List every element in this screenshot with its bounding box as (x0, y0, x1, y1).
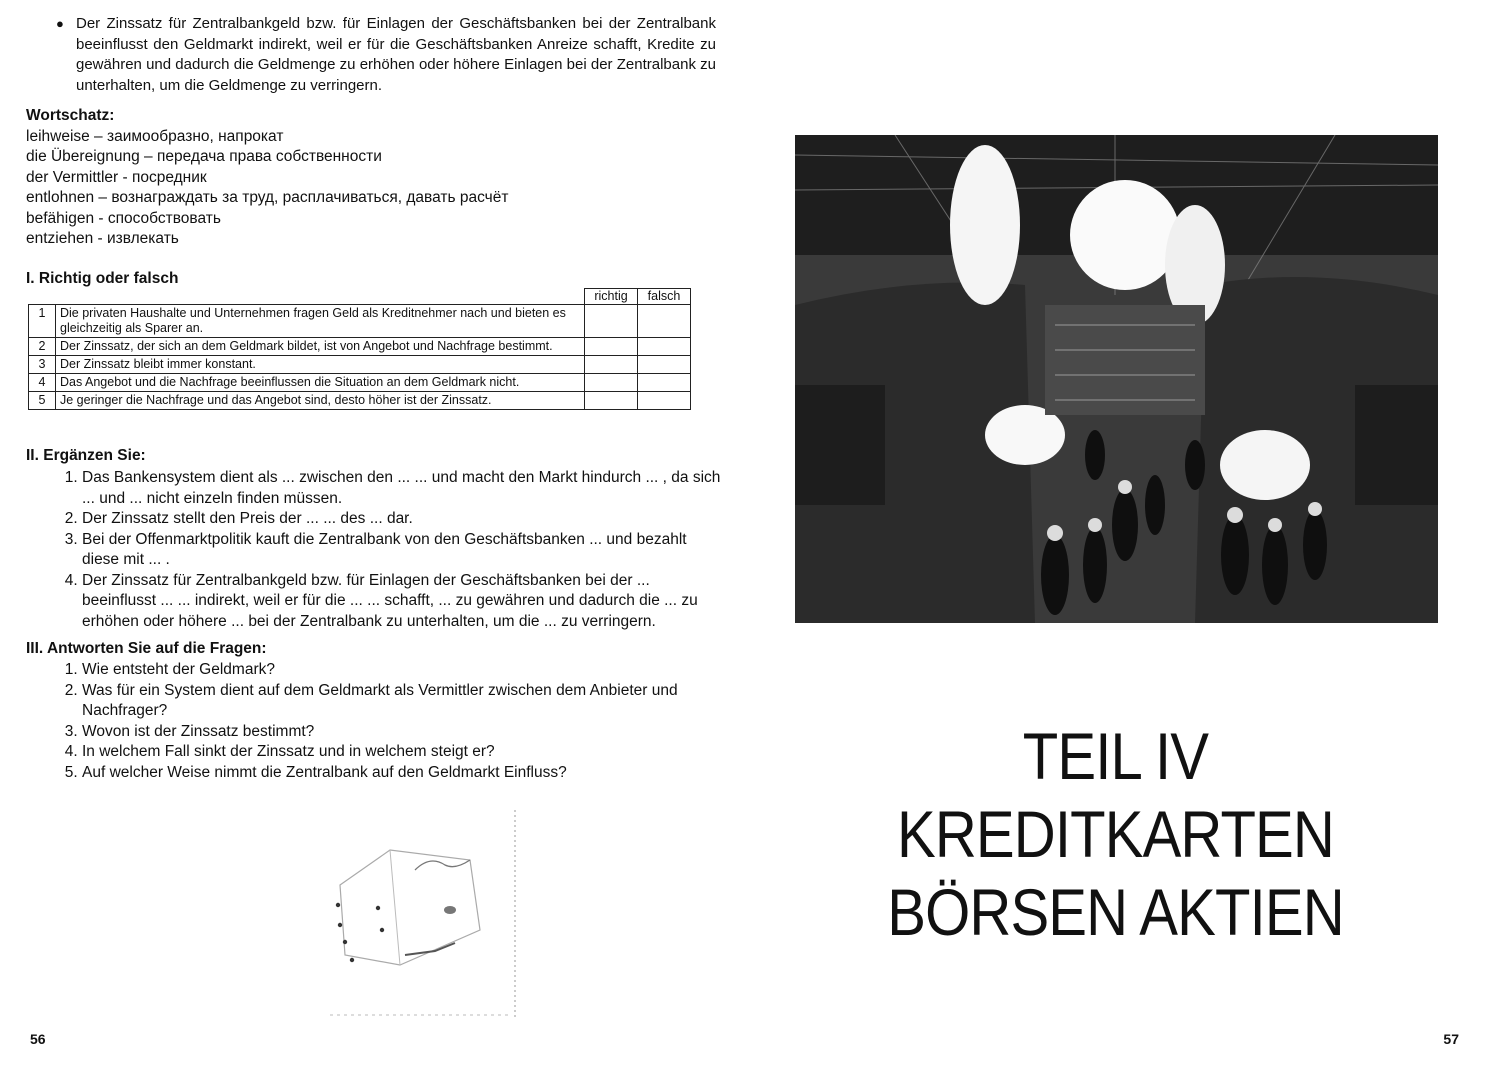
stock-exchange-photo (795, 135, 1438, 623)
section1-title: I. Richtig oder falsch (26, 270, 179, 287)
falsch-header: falsch (638, 289, 691, 305)
page-number: 56 (30, 1031, 46, 1047)
row-statement: Der Zinssatz, der sich an dem Geldmark bildet, ist von Angebot und Nachfrage bestimmt. (56, 338, 585, 356)
richtig-header: richtig (585, 289, 638, 305)
left-page (0, 0, 740, 1075)
faded-sketch-illustration (320, 790, 520, 1030)
list-item: 3. Bei der Offenmarktpolitik kauft die Zentralbank von den Geschäftsbanken ... und bezahlt diese mit ... . (82, 530, 722, 571)
part-title-line1: TEIL IV (1022, 719, 1209, 793)
richtig-cell[interactable] (585, 392, 638, 410)
row-statement: Das Angebot und die Nachfrage beeinflussen die Situation an dem Geldmark nicht. (56, 374, 585, 392)
falsch-cell[interactable] (638, 305, 691, 338)
row-number: 2 (29, 338, 56, 356)
list-item: 2. Was für ein System dient auf dem Geldmarkt als Vermittler zwischen dem Anbieter und Nachfrager? (82, 681, 722, 722)
richtig-cell[interactable] (585, 305, 638, 338)
list-item: 2. Der Zinssatz stellt den Preis der ... ... des ... dar. (82, 509, 722, 530)
falsch-cell[interactable] (638, 356, 691, 374)
falsch-cell[interactable] (638, 338, 691, 356)
list-item: 3. Wovon ist der Zinssatz bestimmt? (82, 722, 722, 743)
section2-list (52, 468, 722, 632)
section3-list (52, 660, 722, 783)
list-item: 4. In welchem Fall sinkt der Zinssatz und in welchem steigt er? (82, 742, 722, 763)
vocab-entry: leihweise – заимообразно, напрокат (26, 127, 284, 145)
intro-bullet-text: Der Zinssatz für Zentralbankgeld bzw. für Einlagen der Geschäftsbanken bei der Zentralbank beeinflusst den Geldmarkt indirekt, weil er für die Geschäftsbanken Anreize schafft, Kredite zu gewähren und dadurch die Geldmenge zu erhöhen oder höhere Einlagen bei der Zentralbank zu unterhalten, um die Geldmenge zu verringern. (76, 15, 716, 94)
row-statement: Je geringer die Nachfrage und das Angebot sind, desto höher ist der Zinssatz. (56, 392, 585, 410)
vocab-entry: entziehen - извлекать (26, 230, 179, 247)
row-statement: Die privaten Haushalte und Unternehmen fragen Geld als Kreditnehmer nach und bieten es gleichzeitig als Sparer an. (56, 305, 585, 338)
right-page (740, 0, 1491, 1075)
vocab-entry: die Übereignung – передача права собственности (26, 148, 382, 165)
vocab-entry: der Vermittler - посредник (26, 168, 207, 186)
row-number: 3 (29, 356, 56, 374)
page-number: 57 (1443, 1031, 1459, 1047)
richtig-cell[interactable] (585, 338, 638, 356)
list-item: 1. Wie entsteht der Geldmark? (82, 660, 722, 681)
falsch-cell[interactable] (638, 374, 691, 392)
table-row (29, 374, 691, 392)
bullet-icon: ● (56, 16, 64, 31)
part-title-line3: BÖRSEN AKTIEN (887, 875, 1344, 949)
falsch-cell[interactable] (638, 392, 691, 410)
row-number: 4 (29, 374, 56, 392)
vocabulary-section (26, 106, 666, 250)
table-row (29, 356, 691, 374)
vocab-entry: befähigen - способствовать (26, 209, 221, 227)
section3-title: III. Antworten Sie auf die Fragen: (26, 640, 267, 657)
vocabulary-title: Wortschatz: (26, 107, 115, 124)
vocab-entry: entlohnen – вознаграждать за труд, расплачиваться, давать расчёт (26, 189, 509, 206)
table-row (29, 305, 691, 338)
richtig-cell[interactable] (585, 356, 638, 374)
richtig-cell[interactable] (585, 374, 638, 392)
intro-bullet (56, 14, 716, 96)
row-number: 1 (29, 305, 56, 338)
row-number: 5 (29, 392, 56, 410)
table-row (29, 338, 691, 356)
list-item: 5. Auf welcher Weise nimmt die Zentralbank auf den Geldmarkt Einfluss? (82, 763, 722, 784)
list-item: 1. Das Bankensystem dient als ... zwischen den ... ... und macht den Markt hindurch ... , da sich ... und ... nicht einzeln finden müssen. (82, 468, 722, 509)
true-false-table (28, 288, 691, 410)
section2-title: II. Ergänzen Sie: (26, 447, 146, 464)
row-statement: Der Zinssatz bleibt immer konstant. (56, 356, 585, 374)
list-item: 4. Der Zinssatz für Zentralbankgeld bzw. für Einlagen der Geschäftsbanken bei der ... beeinflusst ... ... indirekt, weil er für die ... ... schafft, ... zu gewähren und dadurch die ... zu erhöhen oder höhere ... bei der Zentralbank zu unterhalten, um die ... zu verringern. (82, 571, 722, 633)
part-title-line2: KREDITKARTEN (897, 797, 1334, 871)
table-row (29, 392, 691, 410)
